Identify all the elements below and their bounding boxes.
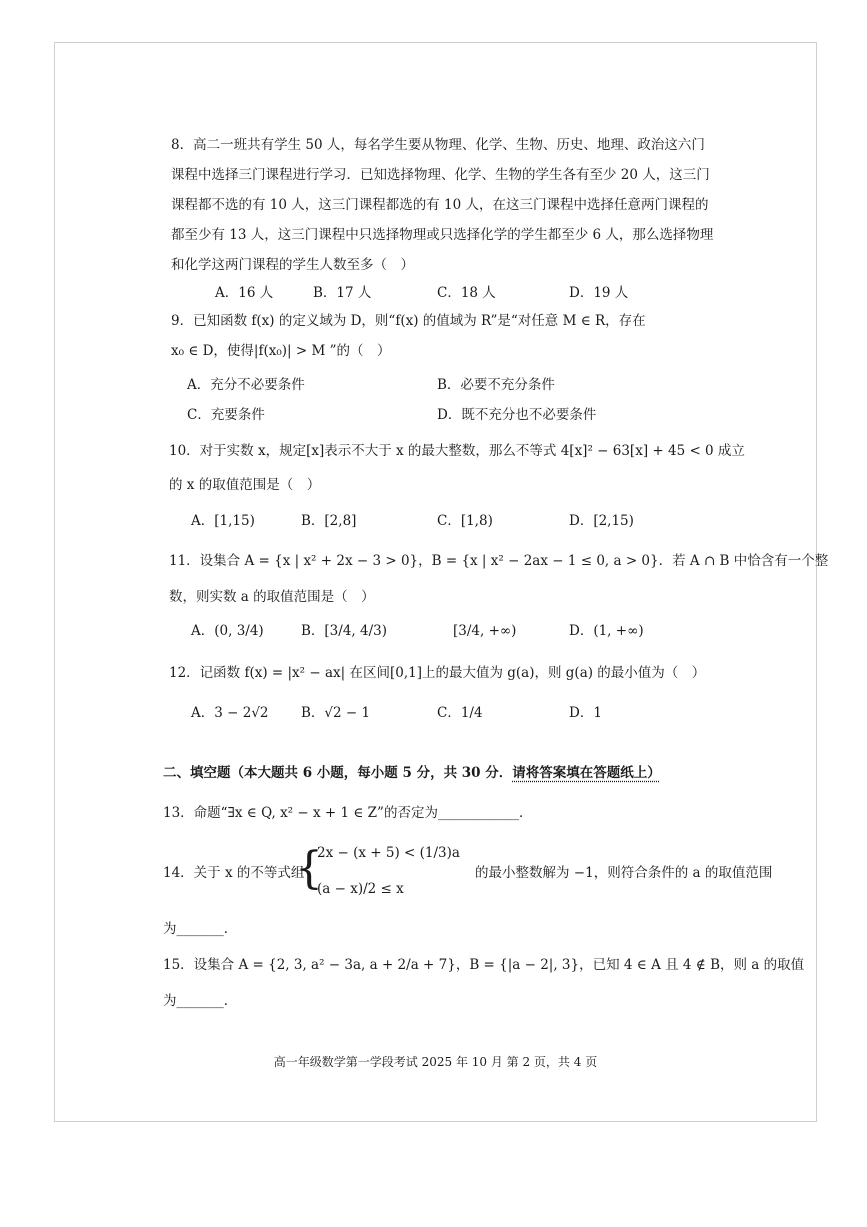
section-2-title-emphasis: 请将答案填在答题纸上） xyxy=(512,765,661,781)
exam-page xyxy=(54,42,829,1122)
q10-line-1: 10．对于实数 x，规定[x]表示不大于 x 的最大整数，那么不等式 4[x]² − 63[x] + 45 < 0 成立 xyxy=(169,443,745,459)
q13-line: 13．命题“∃x ∈ Q, x² − x + 1 ∈ Z”的否定为____________． xyxy=(163,805,533,821)
q8-option-c: C．18 人 xyxy=(437,285,496,301)
q9-option-a: A．充分不必要条件 xyxy=(187,377,305,393)
page-footer: 高一年级数学第一学段考试 2025 年 10 月 第 2 页，共 4 页 xyxy=(273,1055,598,1069)
q11-option-a: A．(0, 3/4) xyxy=(191,623,264,639)
q9-option-b: B．必要不充分条件 xyxy=(437,377,555,393)
q8-line-4: 都至少有 13 人，这三门课程中只选择物理或只选择化学的学生都至少 6 人，那么选择物理 xyxy=(171,227,714,243)
q12-option-b: B．√2 − 1 xyxy=(301,705,371,721)
q12-option-a: A．3 − 2√2 xyxy=(191,705,269,721)
q15-line-1: 15．设集合 A = {2, 3, a² − 3a, a + 2/a + 7}，B = {|a − 2|, 3}，已知 4 ∈ A 且 4 ∉ B，则 a 的取值 xyxy=(163,957,805,973)
q11-option-d: D．(1, +∞) xyxy=(569,623,644,639)
q8-line-5: 和化学这两门课程的学生人数至多（ ） xyxy=(171,257,414,273)
q10-option-a: A．[1,15) xyxy=(191,513,255,529)
q10-option-b: B．[2,8] xyxy=(301,513,357,529)
q8-line-2: 课程中选择三门课程进行学习．已知选择物理、化学、生物的学生各有至少 20 人，这三门 xyxy=(171,167,710,183)
section-2-heading xyxy=(163,763,661,783)
q8-option-b: B．17 人 xyxy=(313,285,372,301)
q8-option-a: A．16 人 xyxy=(215,285,274,301)
q9-option-c: C．充要条件 xyxy=(187,407,265,423)
q14-line-2: 为_______． xyxy=(163,921,238,937)
q11-line-1: 11．设集合 A = {x | x² + 2x − 3 > 0}，B = {x | x² − 2ax − 1 ≤ 0, a > 0}．若 A ∩ B 中恰含有一个整 xyxy=(169,553,829,569)
q14-brace-icon: { xyxy=(295,843,323,894)
q10-line-2: 的 x 的取值范围是（ ） xyxy=(169,477,321,493)
q11-option-b: B．[3/4, 4/3) xyxy=(301,623,387,639)
q14-inequality-1: 2x − (x + 5) < (1/3)a xyxy=(317,845,460,861)
q14-suffix: 的最小整数解为 −1，则符合条件的 a 的取值范围 xyxy=(475,865,773,881)
q12-option-c: C．1/4 xyxy=(437,705,483,721)
q9-option-d: D．既不充分也不必要条件 xyxy=(437,407,597,423)
q10-option-d: D．[2,15) xyxy=(569,513,634,529)
q14-prefix: 14．关于 x 的不等式组 xyxy=(163,865,305,881)
q9-line-2: x₀ ∈ D，使得|f(x₀)| > M ”的（ ） xyxy=(171,343,391,359)
q11-line-2: 数，则实数 a 的取值范围是（ ） xyxy=(169,589,375,605)
q14-inequality-2: (a − x)/2 ≤ x xyxy=(317,881,404,897)
section-2-title: 二、填空题（本大题共 6 小题，每小题 5 分，共 30 分． xyxy=(163,765,513,781)
q9-line-1: 9．已知函数 f(x) 的定义域为 D，则“f(x) 的值域为 R”是“对任意 M ∈ R，存在 xyxy=(171,313,646,329)
q15-line-2: 为_______． xyxy=(163,993,238,1009)
q12-line-1: 12．记函数 f(x) = |x² − ax| 在区间[0,1]上的最大值为 g(a)，则 g(a) 的最小值为（ ） xyxy=(169,665,706,681)
q11-option-c: [3/4, +∞) xyxy=(453,623,517,639)
q8-line-3: 课程都不选的有 10 人，这三门课程都选的有 10 人，在这三门课程中选择任意两门课程的 xyxy=(171,197,709,213)
q8-option-d: D．19 人 xyxy=(569,285,629,301)
q12-option-d: D．1 xyxy=(569,705,602,721)
q10-option-c: C．[1,8) xyxy=(437,513,493,529)
q8-line-1: 8．高二一班共有学生 50 人，每名学生要从物理、化学、生物、历史、地理、政治这六门 xyxy=(171,137,705,153)
